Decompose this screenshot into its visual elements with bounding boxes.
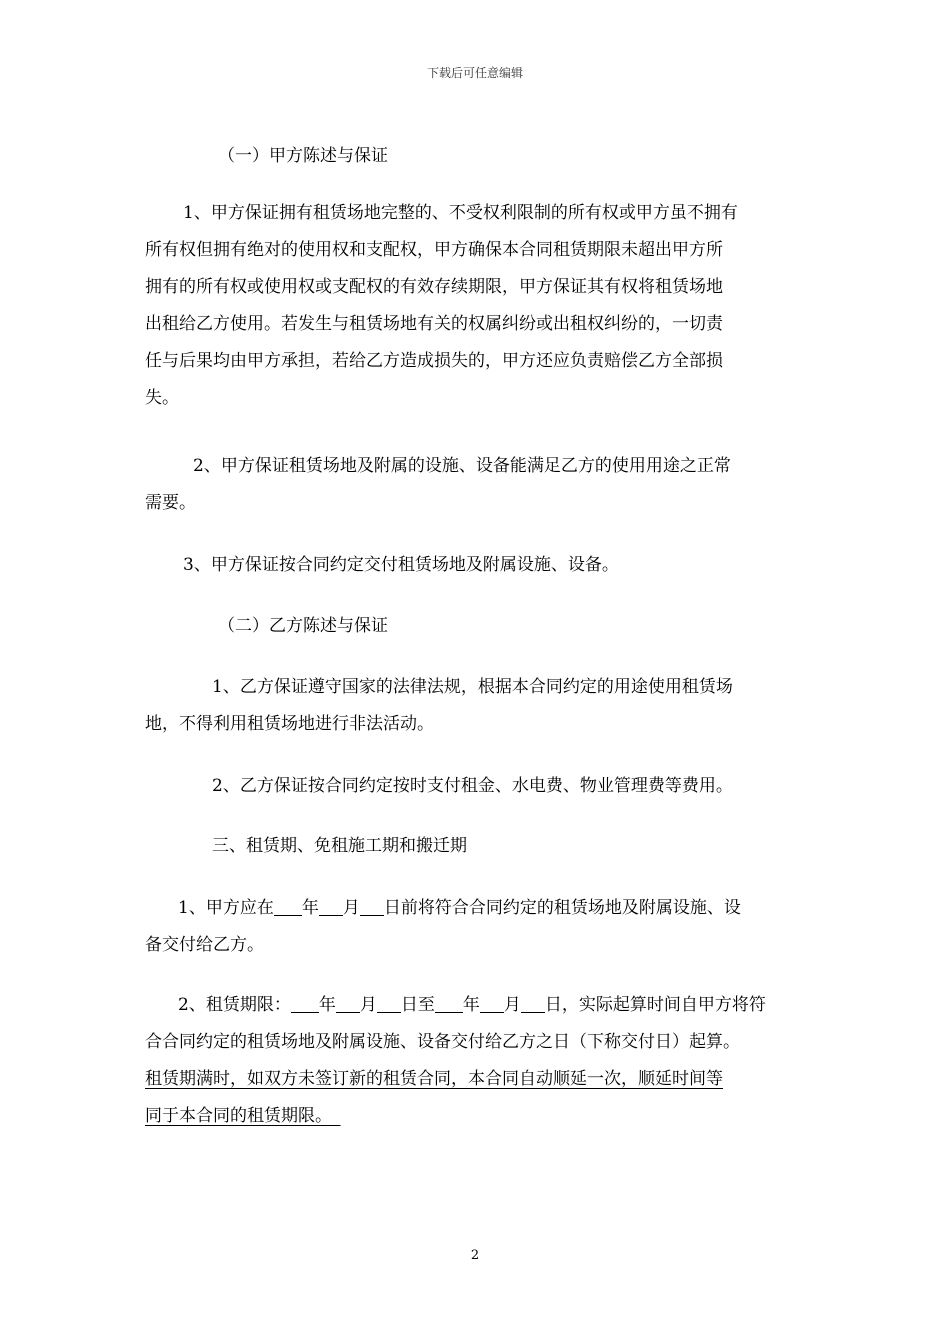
paragraph-c2 bbox=[145, 987, 810, 1135]
paragraph-c1 bbox=[145, 890, 810, 964]
text-line: 备交付给乙方。 bbox=[145, 935, 264, 955]
text-segment: 月 bbox=[359, 995, 377, 1015]
text-segment: 年 bbox=[462, 995, 480, 1015]
text-line bbox=[145, 890, 810, 927]
section-heading-party-a: （一）甲方陈述与保证 bbox=[218, 146, 388, 166]
paragraph-a2 bbox=[145, 448, 810, 522]
underlined-text: 同于本合同的租赁期限。 bbox=[145, 1106, 332, 1126]
date-blank bbox=[435, 994, 463, 1013]
date-blank bbox=[360, 897, 384, 916]
section-heading-party-b: （二）乙方陈述与保证 bbox=[218, 616, 388, 636]
date-blank bbox=[377, 994, 401, 1013]
text-segment: 年 bbox=[301, 898, 319, 918]
text-segment: 月 bbox=[503, 995, 521, 1015]
text-line: 所有权但拥有绝对的使用权和支配权，甲方确保本合同租赁期限未超出甲方所 bbox=[145, 240, 723, 260]
paragraph-b2 bbox=[145, 768, 810, 805]
page-number: 2 bbox=[470, 1248, 480, 1263]
text-line: 1、甲方保证拥有租赁场地完整的、不受权利限制的所有权或甲方虽不拥有 bbox=[183, 203, 738, 223]
text-segment: 2、租赁期限： bbox=[178, 995, 291, 1015]
underlined-text-line bbox=[145, 1098, 810, 1135]
text-line: 出租给乙方使用。若发生与租赁场地有关的权属纠纷或出租权纠纷的，一切责 bbox=[145, 314, 723, 334]
text-line: 3、甲方保证按合同约定交付租赁场地及附属设施、设备。 bbox=[183, 555, 619, 575]
paragraph-a3 bbox=[145, 547, 810, 584]
page-header: 下载后可任意编辑 bbox=[426, 66, 523, 80]
text-line: 地，不得利用租赁场地进行非法活动。 bbox=[145, 714, 434, 734]
text-segment: 月 bbox=[342, 898, 360, 918]
text-line: 任与后果均由甲方承担，若给乙方造成损失的，甲方还应负责赔偿乙方全部损 bbox=[145, 351, 723, 371]
text-segment: 1、甲方应在 bbox=[178, 898, 274, 918]
date-blank bbox=[336, 994, 360, 1013]
date-blank bbox=[521, 994, 545, 1013]
date-blank bbox=[291, 994, 319, 1013]
section-heading-lease-period: 三、租赁期、免租施工期和搬迁期 bbox=[212, 836, 467, 856]
text-line: 2、甲方保证租赁场地及附属的设施、设备能满足乙方的使用用途之正常 bbox=[193, 456, 731, 476]
text-segment: 日，实际起算时间自甲方将符 bbox=[544, 995, 766, 1015]
paragraph-a1 bbox=[145, 195, 810, 417]
date-blank bbox=[480, 994, 504, 1013]
text-line: 1、乙方保证遵守国家的法律法规，根据本合同约定的用途使用租赁场 bbox=[212, 677, 733, 697]
underlined-text-line: 租赁期满时，如双方未签订新的租赁合同，本合同自动顺延一次，顺延时间等 bbox=[145, 1069, 723, 1089]
text-line: 失。 bbox=[145, 388, 179, 408]
text-line: 合合同约定的租赁场地及附属设施、设备交付给乙方之日（下称交付日）起算。 bbox=[145, 1032, 740, 1052]
text-line: 拥有的所有权或使用权或支配权的有效存续期限，甲方保证其有权将租赁场地 bbox=[145, 277, 723, 297]
text-line bbox=[145, 987, 810, 1024]
date-blank bbox=[274, 897, 302, 916]
date-blank bbox=[319, 897, 343, 916]
paragraph-b1 bbox=[145, 669, 810, 743]
text-line: 2、乙方保证按合同约定按时支付租金、水电费、物业管理费等费用。 bbox=[212, 776, 733, 796]
text-segment: 年 bbox=[318, 995, 336, 1015]
text-segment: 日至 bbox=[400, 995, 435, 1015]
text-line: 需要。 bbox=[145, 493, 196, 513]
text-segment: 日前将符合合同约定的租赁场地及附属设施、设 bbox=[383, 898, 741, 918]
